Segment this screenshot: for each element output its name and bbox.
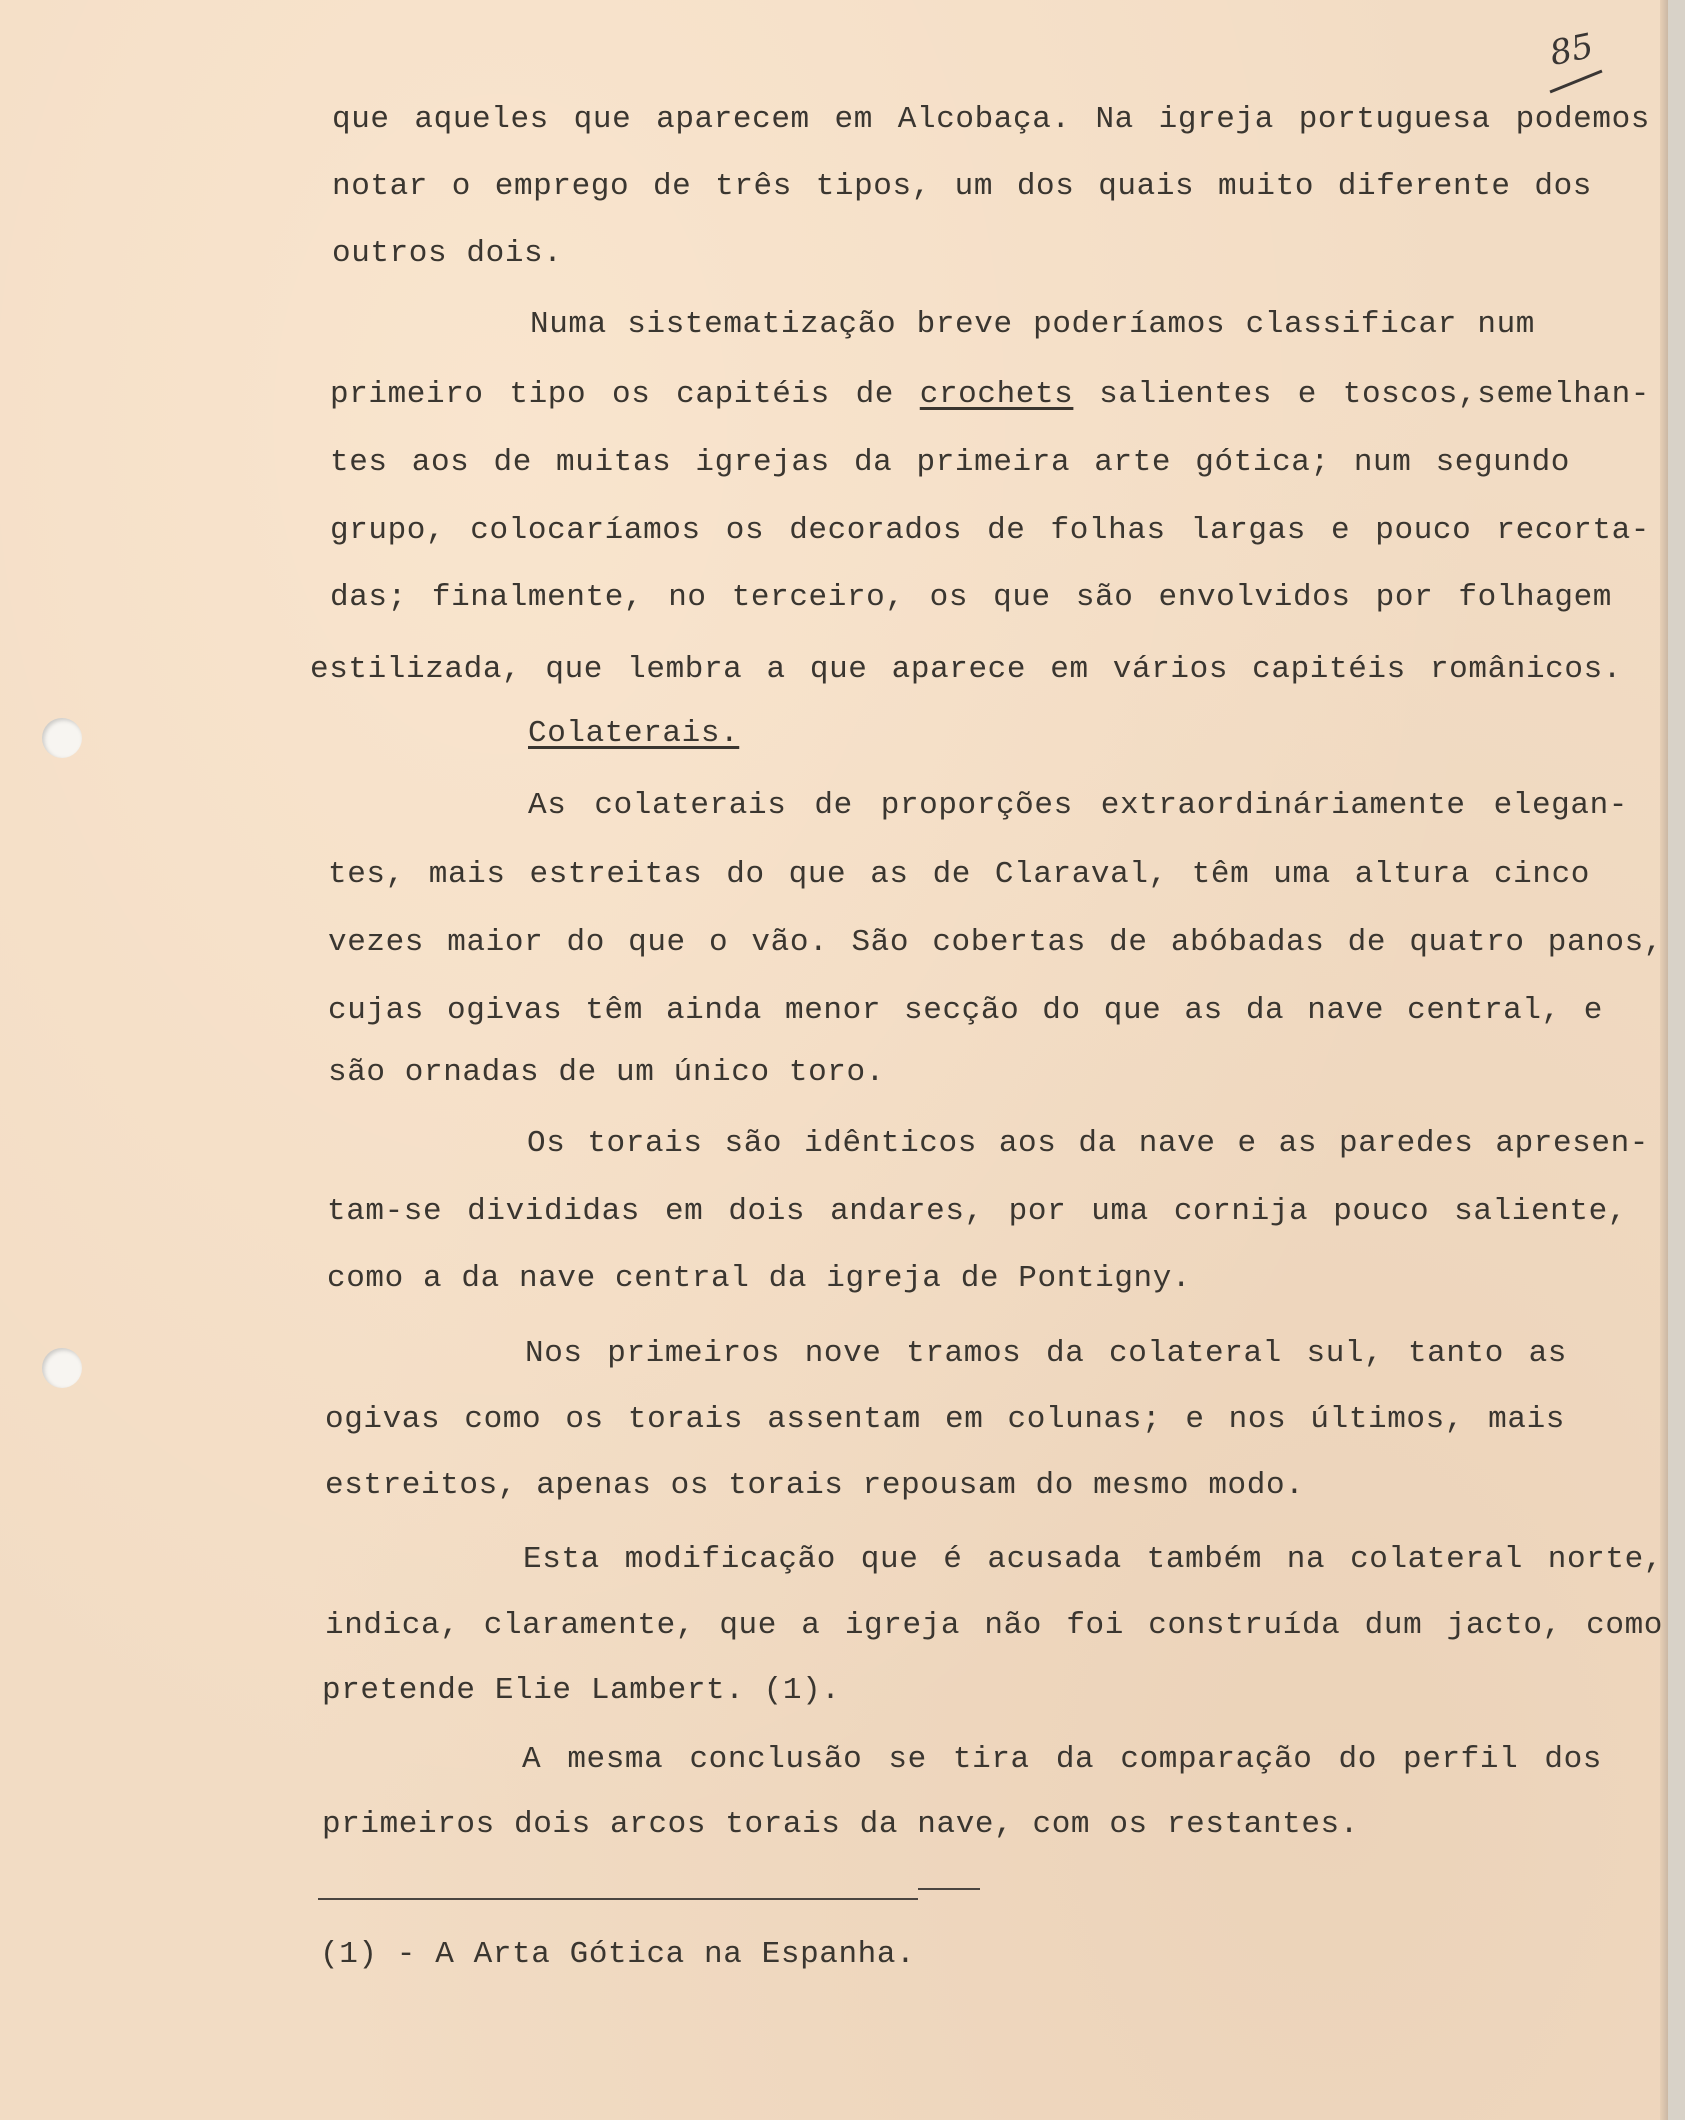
text-line-with-underline bbox=[330, 375, 1650, 415]
text-line: das; finalmente, no terceiro, os que são envolvidos por folhagem bbox=[330, 580, 1612, 615]
punch-hole-upper bbox=[42, 718, 82, 758]
text-line: indica, claramente, que a igreja não foi construída dum jacto, como bbox=[325, 1608, 1663, 1643]
text-line: tes, mais estreitas do que as de Claraval, têm uma altura cinco bbox=[328, 857, 1590, 892]
text-segment: primeiro tipo os capitéis de bbox=[330, 377, 920, 412]
text-line: estreitos, apenas os torais repousam do mesmo modo. bbox=[325, 1468, 1305, 1503]
text-line: A mesma conclusão se tira da comparação do perfil dos bbox=[522, 1742, 1602, 1777]
text-line: cujas ogivas têm ainda menor secção do que as da nave central, e bbox=[328, 993, 1603, 1028]
text-line: Os torais são idênticos aos da nave e as paredes apresen- bbox=[527, 1126, 1649, 1161]
text-line: notar o emprego de três tipos, um dos quais muito diferente dos bbox=[332, 169, 1592, 204]
underlined-term: crochets bbox=[919, 377, 1074, 412]
text-segment: salientes e toscos,semelhan- bbox=[1073, 377, 1651, 412]
text-line: tam-se divididas em dois andares, por uma cornija pouco saliente, bbox=[327, 1194, 1627, 1229]
text-line: como a da nave central da igreja de Pontigny. bbox=[327, 1261, 1192, 1296]
footnote-rule bbox=[318, 1898, 918, 1900]
text-line: Numa sistematização breve poderíamos classificar num bbox=[530, 307, 1535, 342]
text-line: outros dois. bbox=[332, 236, 563, 271]
page-edge bbox=[1660, 0, 1668, 2120]
text-line: tes aos de muitas igrejas da primeira arte gótica; num segundo bbox=[330, 445, 1570, 480]
text-line: ogivas como os torais assentam em colunas; e nos últimos, mais bbox=[325, 1402, 1565, 1437]
text-line: que aqueles que aparecem em Alcobaça. Na igreja portuguesa podemos bbox=[332, 102, 1650, 137]
text-line: Esta modificação que é acusada também na colateral norte, bbox=[523, 1542, 1663, 1577]
page-number: 85 bbox=[1546, 25, 1597, 75]
text-line: As colaterais de proporções extraordináriamente elegan- bbox=[528, 788, 1628, 823]
text-line: pretende Elie Lambert. (1). bbox=[322, 1673, 841, 1708]
text-line: Nos primeiros nove tramos da colateral sul, tanto as bbox=[525, 1336, 1567, 1371]
footnote: (1) - A Arta Gótica na Espanha. bbox=[320, 1937, 916, 1972]
text-line: vezes maior do que o vão. São cobertas de abóbadas de quatro panos, bbox=[328, 925, 1663, 960]
text-line: são ornadas de um único toro. bbox=[328, 1055, 885, 1090]
text-line: estilizada, que lembra a que aparece em vários capitéis românicos. bbox=[310, 652, 1622, 687]
section-heading: Colaterais. bbox=[528, 716, 740, 751]
punch-hole-lower bbox=[42, 1348, 82, 1388]
footnote-rule-tail bbox=[918, 1888, 980, 1890]
text-line: primeiros dois arcos torais da nave, com os restantes. bbox=[322, 1807, 1359, 1842]
text-line: grupo, colocaríamos os decorados de folhas largas e pouco recorta- bbox=[330, 513, 1650, 548]
